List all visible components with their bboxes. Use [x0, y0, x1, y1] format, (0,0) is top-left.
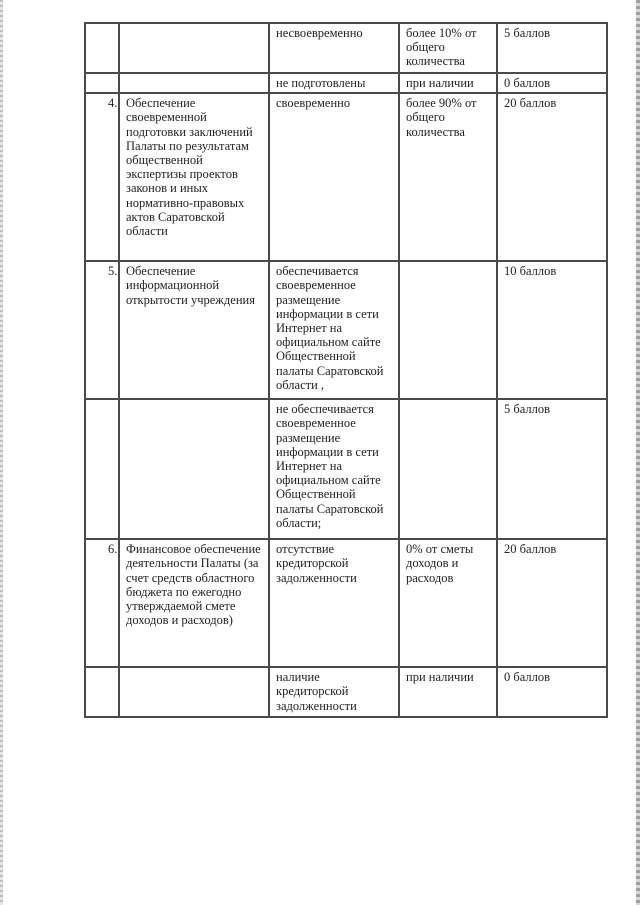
criterion-cell: несвоевременно — [269, 23, 399, 73]
indicator-cell: Обеспечение своевременной подготовки заключений Палаты по результатам общественной экспертизы проектов законов и иных нормативно-правовых актов Саратовской области — [119, 93, 269, 261]
norm-cell — [399, 261, 497, 399]
score-cell: 0 баллов — [497, 73, 607, 93]
row-number — [85, 73, 119, 93]
criterion-cell: не подготовлены — [269, 73, 399, 93]
score-cell: 5 баллов — [497, 399, 607, 539]
row-number: 4. — [85, 93, 119, 261]
scan-edge-right — [636, 0, 640, 905]
row-number — [85, 667, 119, 717]
row-number — [85, 399, 119, 539]
criterion-cell: не обеспечивается своевременное размещение информации в сети Интернет на официальном сайте Общественной палаты Саратовской области; — [269, 399, 399, 539]
criterion-cell: отсутствие кредиторской задолженности — [269, 539, 399, 667]
score-cell: 5 баллов — [497, 23, 607, 73]
norm-cell: более 10% от общего количества — [399, 23, 497, 73]
score-cell: 20 баллов — [497, 93, 607, 261]
criterion-cell: обеспечивается своевременное размещение информации в сети Интернет на официальном сайте Общественной палаты Саратовской области , — [269, 261, 399, 399]
row-number — [85, 23, 119, 73]
table-row — [85, 667, 607, 717]
table-row — [85, 23, 607, 73]
norm-cell: при наличии — [399, 667, 497, 717]
indicator-cell: Обеспечение информационной открытости учреждения — [119, 261, 269, 399]
table-row — [85, 73, 607, 93]
norm-cell: при наличии — [399, 73, 497, 93]
norm-cell: 0% от сметы доходов и расходов — [399, 539, 497, 667]
row-number: 5. — [85, 261, 119, 399]
table-row — [85, 539, 607, 667]
table-row — [85, 93, 607, 261]
indicator-cell — [119, 73, 269, 93]
indicator-cell: Финансовое обеспечение деятельности Палаты (за счет средств областного бюджета по ежегодно утверждаемой смете доходов и расходов) — [119, 539, 269, 667]
score-cell: 10 баллов — [497, 261, 607, 399]
norm-cell — [399, 399, 497, 539]
table-row — [85, 399, 607, 539]
norm-cell: более 90% от общего количества — [399, 93, 497, 261]
row-number: 6. — [85, 539, 119, 667]
score-cell: 0 баллов — [497, 667, 607, 717]
evaluation-criteria-table — [84, 22, 608, 718]
score-cell: 20 баллов — [497, 539, 607, 667]
criterion-cell: своевременно — [269, 93, 399, 261]
indicator-cell — [119, 667, 269, 717]
indicator-cell — [119, 23, 269, 73]
indicator-cell — [119, 399, 269, 539]
table-row — [85, 261, 607, 399]
criterion-cell: наличие кредиторской задолженности — [269, 667, 399, 717]
scan-edge-left — [0, 0, 3, 905]
